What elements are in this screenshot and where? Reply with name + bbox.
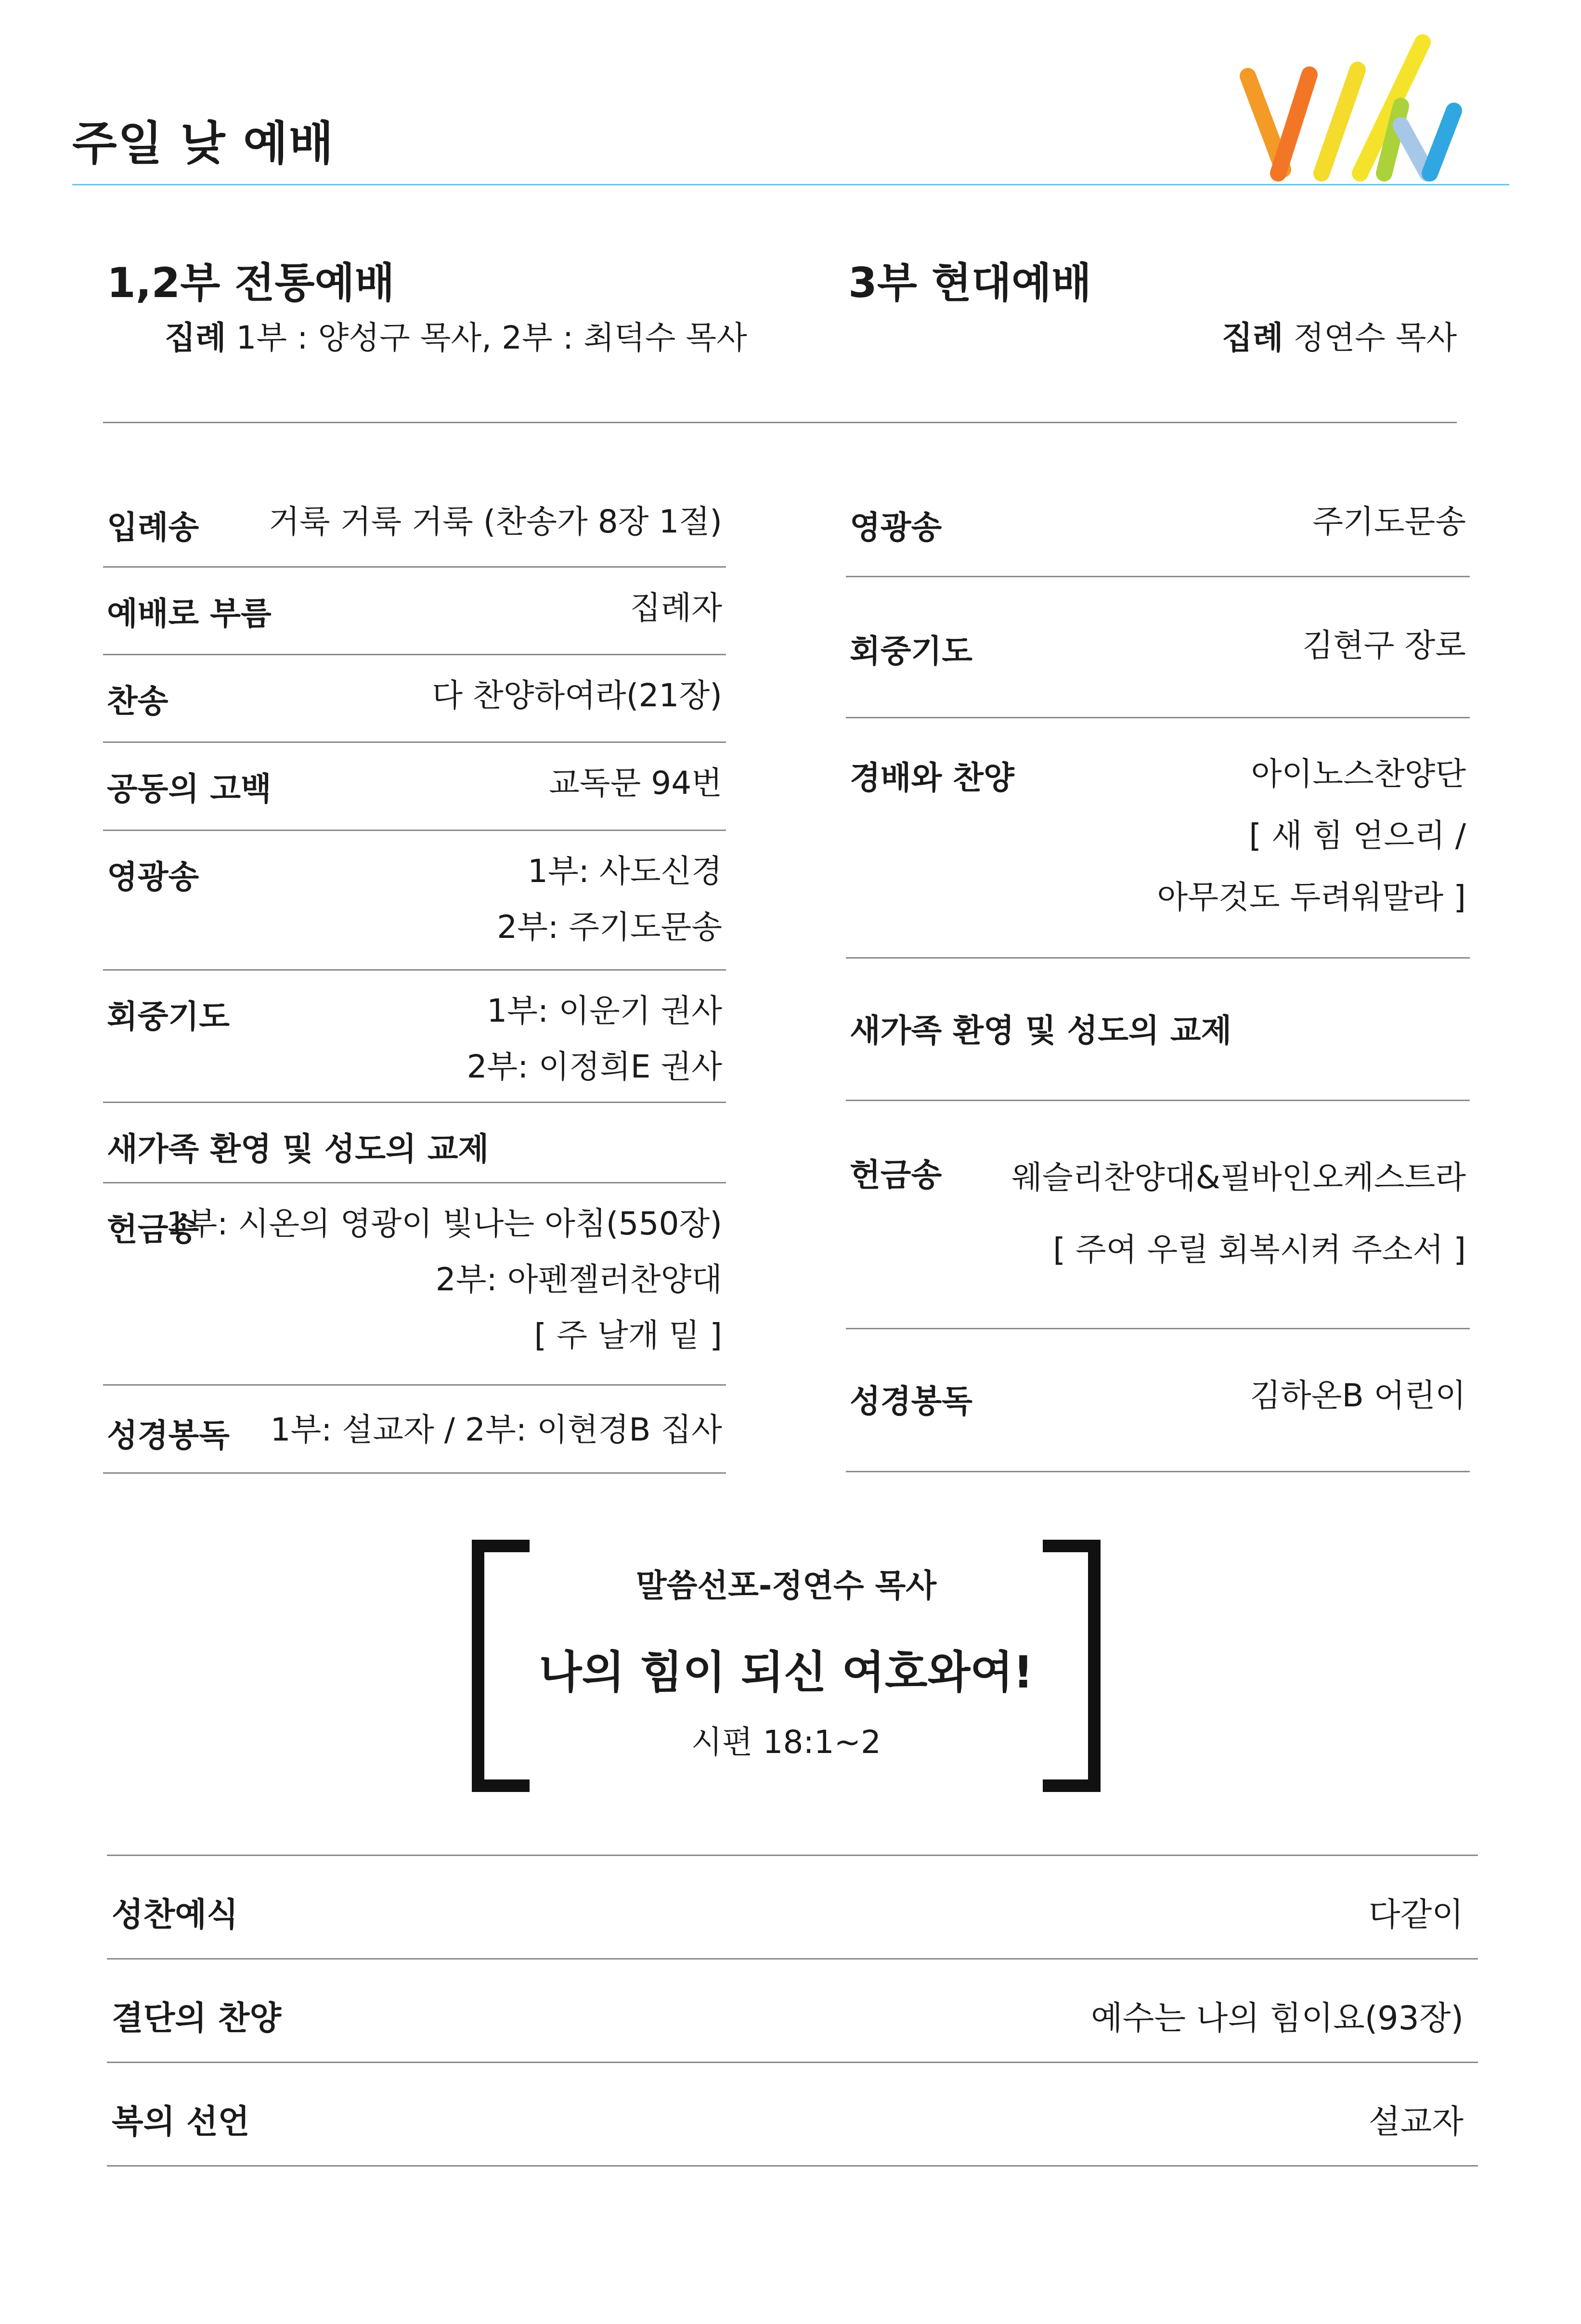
traditional-heading: 1,2부 전통예배: [107, 259, 395, 307]
row-label: 예배로 부름: [107, 595, 272, 632]
closing-row: [107, 1856, 1478, 1960]
sermon-title: 나의 힘이 되신 여호와여!: [539, 1647, 1034, 1698]
row-value: 교독문 94번: [549, 765, 722, 802]
closing-row: [107, 1960, 1478, 2063]
row-value: 아이노스찬양단 [ 새 힘 얻으리 / 아무것도 두려워말라 ]: [1157, 755, 1466, 916]
row-label: 찬송: [107, 683, 168, 720]
order-row: [103, 1386, 726, 1474]
row-label: 회중기도: [850, 633, 973, 670]
row-value: 다 찬양하여라(21장): [432, 677, 722, 714]
row-label: 성경봉독: [107, 1417, 230, 1454]
row-label: 새가족 환영 및 성도의 교제: [850, 1012, 1232, 1049]
order-row: [103, 481, 726, 568]
order-row: [103, 831, 726, 971]
order-row: [846, 577, 1470, 718]
row-label: 새가족 환영 및 성도의 교제: [107, 1130, 489, 1168]
row-label: 헌금송: [850, 1156, 942, 1194]
row-label: 공동의 고백: [107, 770, 272, 807]
modern-order-list: [846, 0, 1470, 1483]
row-label: 결단의 찬양: [112, 1999, 282, 2038]
order-row: [103, 1183, 726, 1386]
order-row: [103, 743, 726, 831]
officiant-label: 집례: [165, 319, 226, 356]
row-value: 김하온B 어린이: [1250, 1377, 1466, 1414]
order-row: [846, 481, 1470, 577]
row-value: 집례자: [630, 589, 722, 626]
officiant-label: 집례: [1222, 319, 1283, 356]
row-label: 복의 선언: [112, 2103, 250, 2141]
order-row: [846, 959, 1470, 1101]
row-value: 김현구 장로: [1302, 627, 1466, 664]
modern-heading: 3부 현대예배: [848, 259, 1092, 307]
closing-order-list: [107, 1855, 1478, 2167]
order-row: [846, 718, 1470, 959]
row-value: 웨슬리찬양대&필바인오케스트라 [ 주여 우릴 회복시켜 주소서 ]: [1011, 1159, 1466, 1268]
traditional-order-list: [103, 0, 726, 1483]
order-row: [846, 1329, 1470, 1472]
row-value: 주기도문송: [1312, 503, 1466, 540]
order-row: [103, 568, 726, 655]
row-value: 1부: 사도신경 2부: 주기도문송: [497, 853, 722, 946]
row-label: 성찬예식: [112, 1896, 238, 1934]
row-label: 성경봉독: [850, 1383, 973, 1420]
row-value: 다같이: [1368, 1896, 1464, 1934]
order-row: [846, 1101, 1470, 1329]
sermon-label: 말씀선포-정연수 목사: [635, 1567, 937, 1604]
row-label: 영광송: [850, 509, 942, 546]
row-value: 1부: 설교자 / 2부: 이현경B 집사: [270, 1411, 722, 1448]
officiant-value: 1부 : 양성구 목사, 2부 : 최덕수 목사: [226, 319, 747, 356]
row-label: 헌금송: [107, 1211, 199, 1248]
row-label: 영광송: [107, 858, 199, 896]
order-row: [103, 971, 726, 1103]
page-title: 주일 낮 예배: [72, 117, 335, 170]
row-value: 1부: 이운기 권사 2부: 이정희E 권사: [467, 992, 722, 1085]
order-row: [103, 655, 726, 743]
row-value: 설교자: [1368, 2103, 1464, 2141]
row-label: 입례송: [107, 509, 199, 546]
officiant-value: 정연수 목사: [1283, 319, 1457, 356]
closing-row: [107, 2063, 1478, 2167]
sermon-verse: 시편 18:1~2: [691, 1724, 881, 1761]
row-value: 예수는 나의 힘이요(93장): [1090, 1999, 1464, 2038]
row-value: 1부: 시온의 영광이 빛나는 아침(550장) 2부: 아펜젤러찬양대 [ 주 날개 밑 ]: [166, 1205, 722, 1354]
row-label: 경배와 찬양: [850, 759, 1014, 796]
row-value: 거룩 거룩 거룩 (찬송가 8장 1절): [269, 503, 722, 540]
row-label: 회중기도: [107, 998, 230, 1035]
order-row: [103, 1103, 726, 1183]
